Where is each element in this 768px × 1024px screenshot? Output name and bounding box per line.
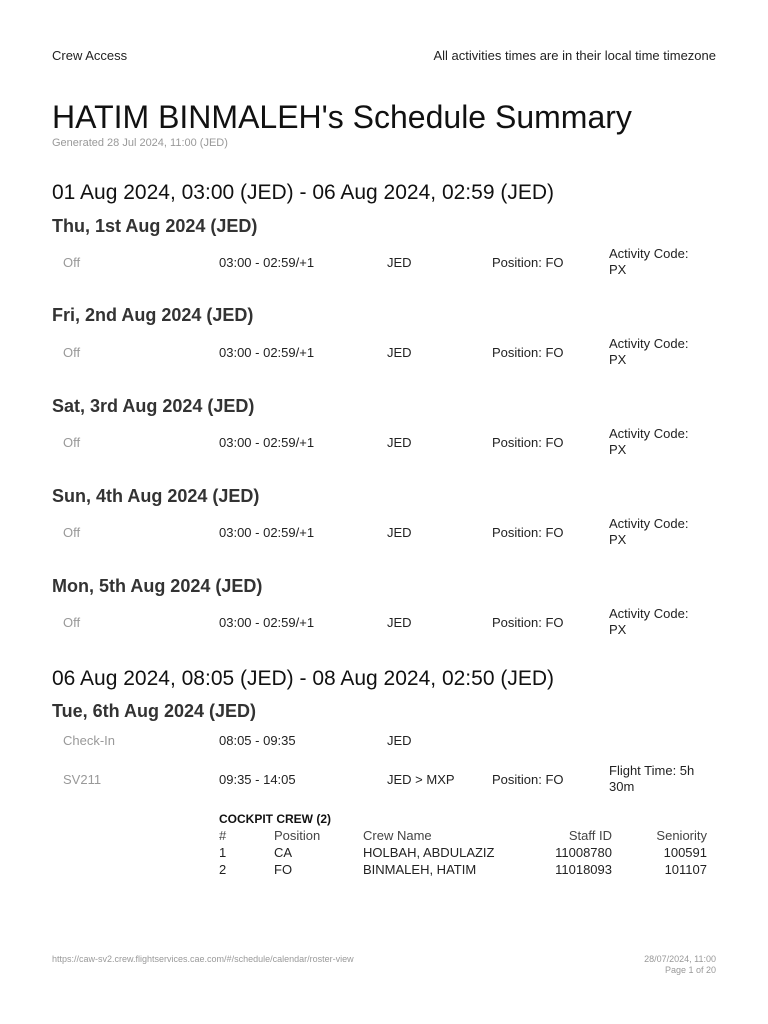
- cockpit-crew-table: [219, 812, 709, 879]
- crew-seniority: 100591: [663, 845, 707, 860]
- flight-time: Flight Time: 5h 30m: [609, 763, 695, 794]
- activity-position: Position: FO: [492, 345, 564, 360]
- crew-position: FO: [274, 862, 293, 877]
- activity-type: Off: [63, 255, 81, 270]
- activity-time: 03:00 - 02:59/+1: [219, 255, 315, 270]
- activity-row[interactable]: [52, 246, 716, 280]
- col-position-header: Position: [274, 828, 321, 843]
- crew-heading: COCKPIT CREW (2): [219, 812, 331, 826]
- page-title: HATIM BINMALEH's Schedule Summary: [52, 99, 632, 135]
- generated-timestamp: Generated 28 Jul 2024, 11:00 (JED): [52, 137, 228, 149]
- top-bar: [52, 48, 716, 66]
- crew-index: 2: [219, 862, 227, 877]
- day-heading: Fri, 2nd Aug 2024 (JED): [52, 305, 254, 325]
- col-index-header: #: [219, 828, 227, 843]
- activity-time: 08:05 - 09:35: [219, 733, 296, 748]
- activity-time: 09:35 - 14:05: [219, 772, 296, 787]
- activity-type: Off: [63, 615, 81, 630]
- activity-type: Check-In: [63, 733, 116, 748]
- crew-staff-id: 11018093: [555, 862, 612, 877]
- activity-info: Activity Code: PX: [609, 336, 689, 367]
- flight-number: SV211: [63, 772, 102, 787]
- crew-name: BINMALEH, HATIM: [363, 862, 477, 877]
- crew-row: [219, 845, 709, 862]
- day-heading: Sun, 4th Aug 2024 (JED): [52, 486, 260, 506]
- activity-row[interactable]: [52, 606, 716, 640]
- col-seniority-header: Seniority: [656, 828, 707, 843]
- footer-page-number: Page 1 of 20: [664, 965, 716, 975]
- activity-type: Off: [63, 345, 81, 360]
- col-name-header: Crew Name: [363, 828, 432, 843]
- activity-type: Off: [63, 435, 81, 450]
- activity-position: Position: FO: [492, 435, 564, 450]
- activity-info: Activity Code: PX: [609, 426, 689, 457]
- activity-position: Position: FO: [492, 615, 564, 630]
- crew-row: [219, 862, 709, 879]
- activity-time: 03:00 - 02:59/+1: [219, 435, 315, 450]
- crew-header-row: [219, 828, 709, 845]
- activity-time: 03:00 - 02:59/+1: [219, 345, 315, 360]
- period-range: 06 Aug 2024, 08:05 (JED) - 08 Aug 2024, 02:50 (JED): [52, 667, 554, 690]
- activity-position: Position: FO: [492, 525, 564, 540]
- activity-info: Activity Code: PX: [609, 606, 689, 637]
- crew-name: HOLBAH, ABDULAZIZ: [363, 845, 495, 860]
- activity-row[interactable]: [52, 724, 716, 758]
- footer-datetime: 28/07/2024, 11:00: [644, 954, 716, 964]
- day-heading: Thu, 1st Aug 2024 (JED): [52, 216, 258, 236]
- activity-station: JED: [387, 525, 412, 540]
- activity-time: 03:00 - 02:59/+1: [219, 615, 315, 630]
- activity-info: Activity Code: PX: [609, 516, 689, 547]
- crew-seniority: 101107: [664, 862, 707, 877]
- period-range: 01 Aug 2024, 03:00 (JED) - 06 Aug 2024, 02:59 (JED): [52, 181, 554, 204]
- activity-type: Off: [63, 525, 81, 540]
- flight-row[interactable]: [52, 763, 716, 797]
- schedule-page: [52, 0, 716, 1024]
- day-heading: Tue, 6th Aug 2024 (JED): [52, 701, 257, 721]
- day-heading: Mon, 5th Aug 2024 (JED): [52, 576, 263, 596]
- col-staff-id-header: Staff ID: [568, 828, 612, 843]
- crew-staff-id: 11008780: [555, 845, 612, 860]
- activity-position: Position: FO: [492, 255, 564, 270]
- activity-station: JED: [387, 615, 412, 630]
- crew-index: 1: [219, 845, 227, 860]
- day-heading: Sat, 3rd Aug 2024 (JED): [52, 396, 255, 416]
- activity-station: JED: [387, 345, 412, 360]
- activity-row[interactable]: [52, 426, 716, 460]
- activity-row[interactable]: [52, 516, 716, 550]
- footer-url: https://caw-sv2.crew.flightservices.cae.com/#/schedule/calendar/roster-view: [52, 954, 354, 964]
- activity-time: 03:00 - 02:59/+1: [219, 525, 315, 540]
- activity-station: JED: [387, 733, 412, 748]
- activity-row[interactable]: [52, 336, 716, 370]
- crew-position: CA: [274, 845, 293, 860]
- timezone-note: All activities times are in their local time timezone: [433, 48, 716, 63]
- activity-position: Position: FO: [492, 772, 564, 787]
- footer-meta: [644, 954, 716, 976]
- activity-info: Activity Code: PX: [609, 246, 689, 277]
- app-name: Crew Access: [52, 48, 128, 63]
- flight-route: JED > MXP: [387, 772, 455, 787]
- activity-station: JED: [387, 435, 412, 450]
- activity-station: JED: [387, 255, 412, 270]
